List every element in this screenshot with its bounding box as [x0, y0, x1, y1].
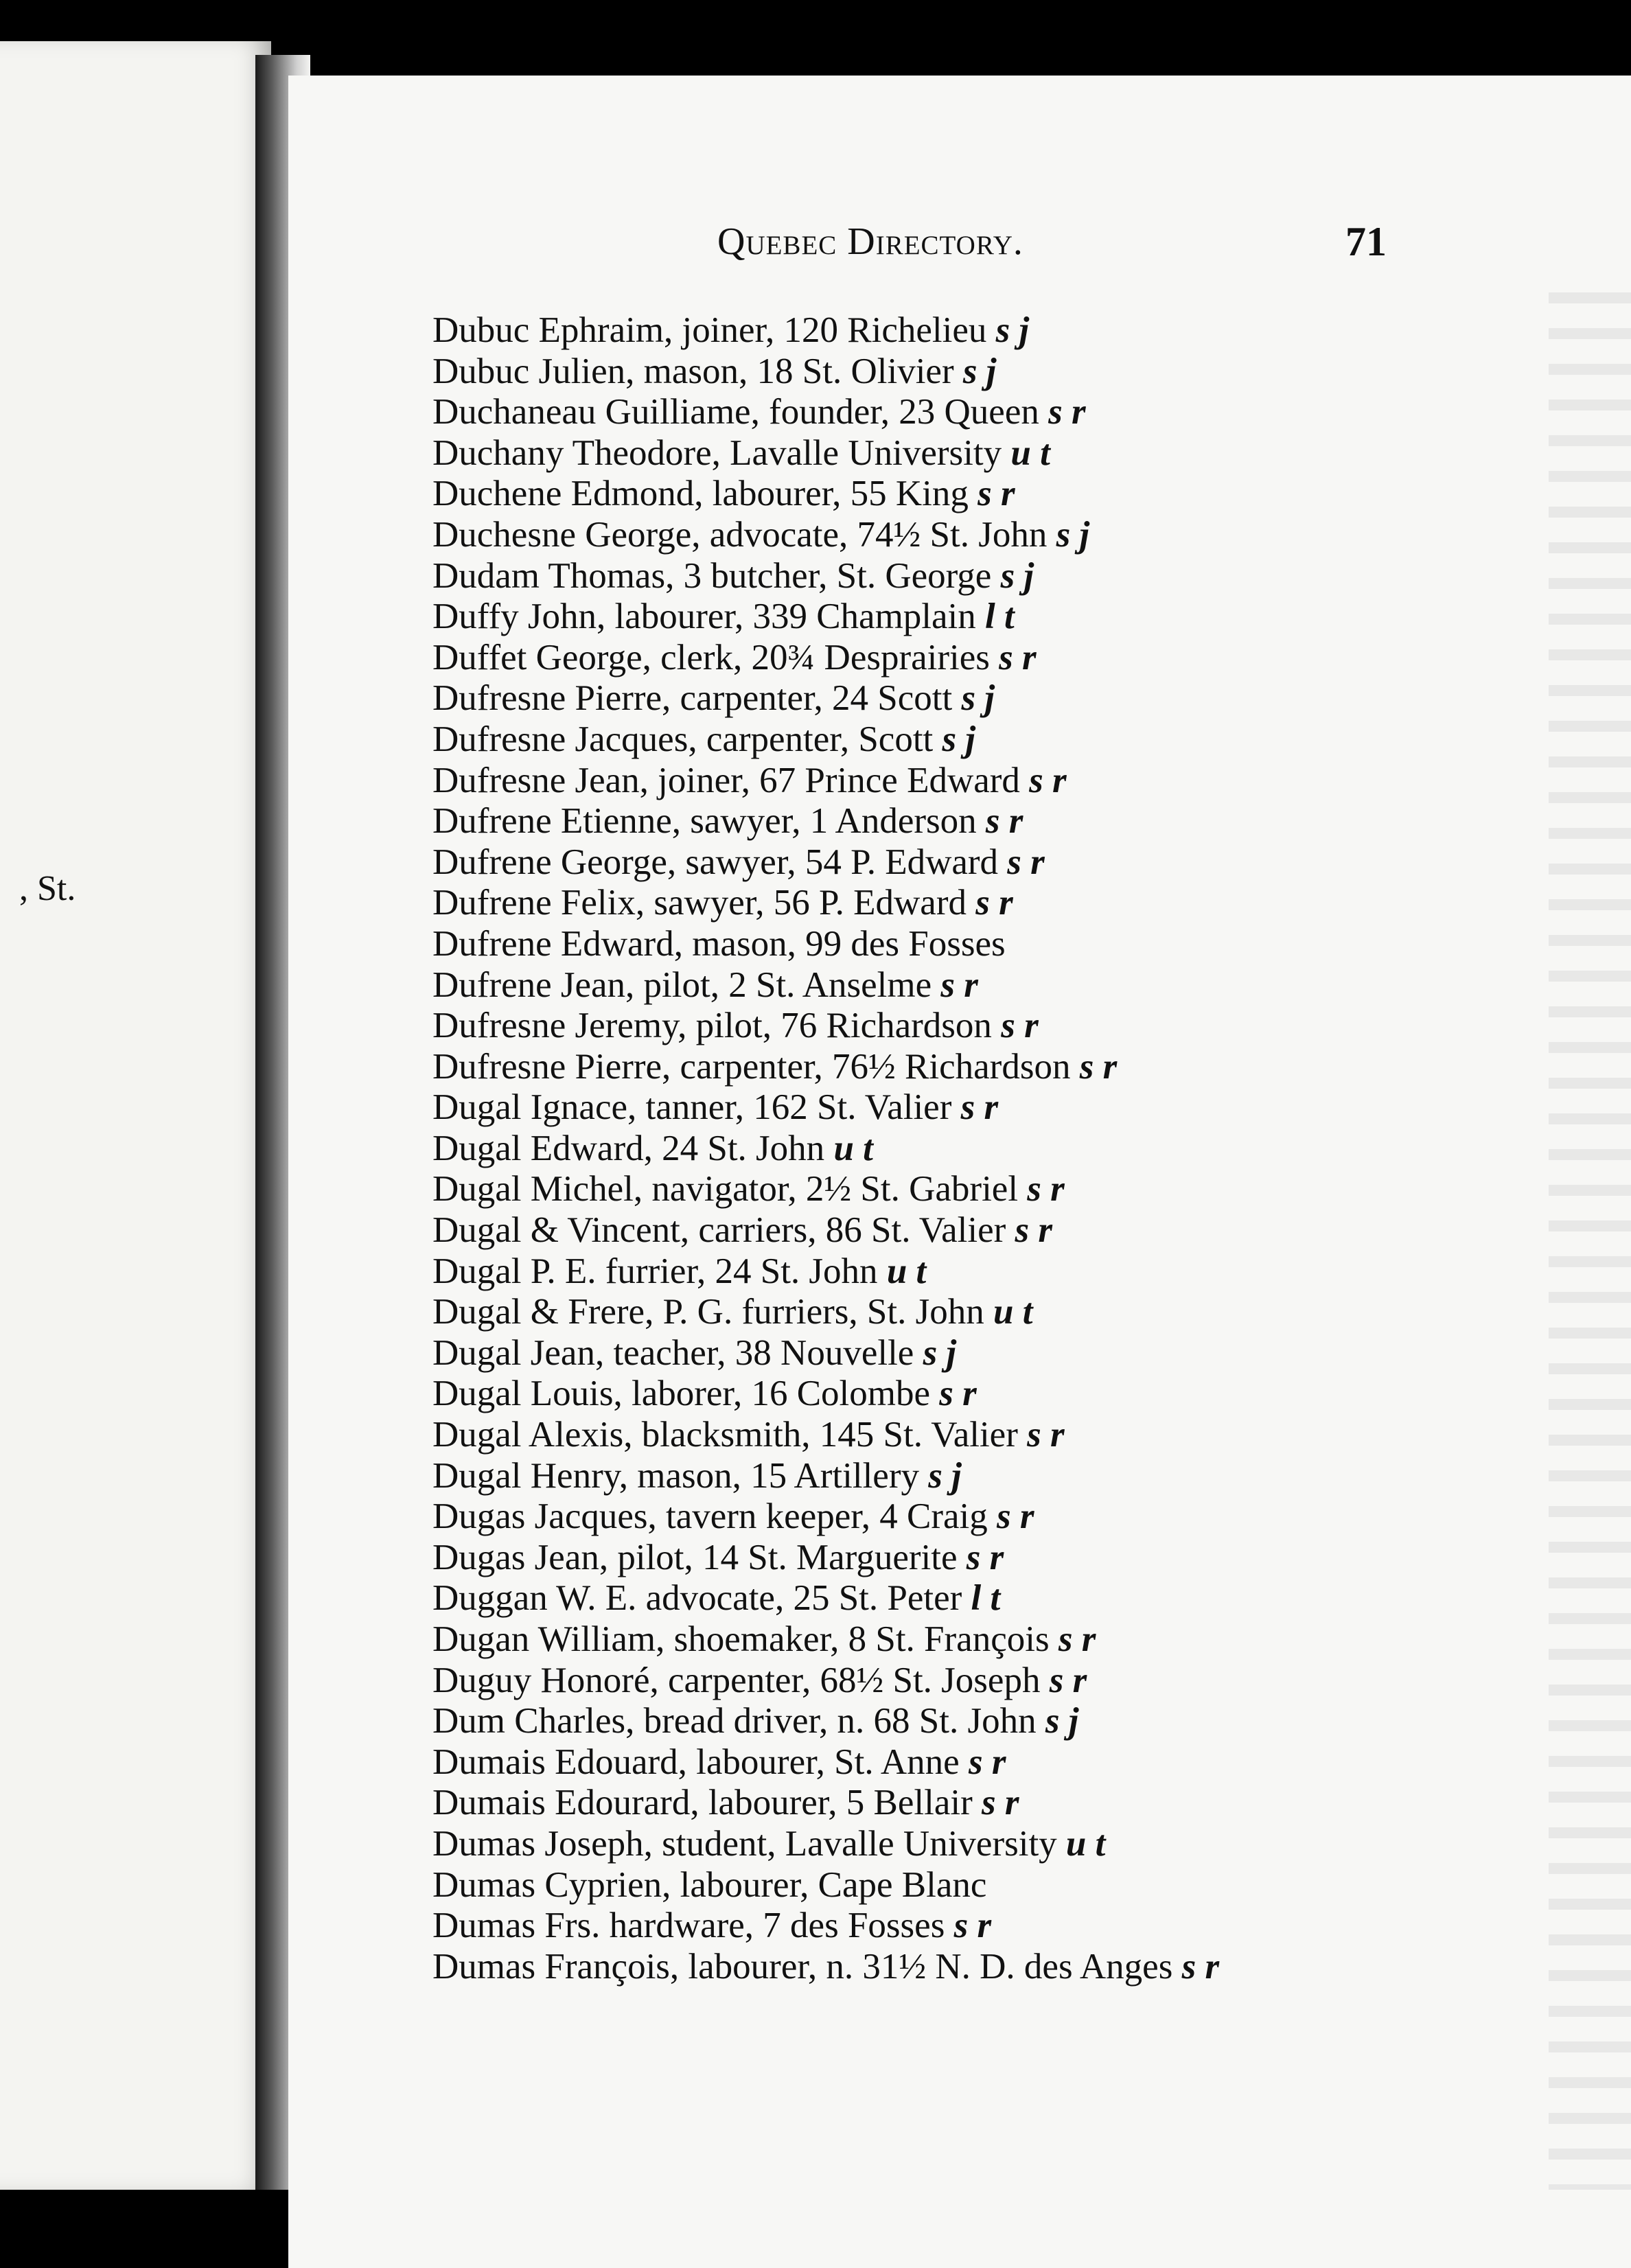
- directory-entry: [432, 1374, 1219, 1415]
- directory-entry: [432, 924, 1219, 965]
- entry-text: Dufresne Jeremy, pilot, 76 Richardson: [432, 1006, 992, 1046]
- entry-text: Dugal Ignace, tanner, 162 St. Valier: [432, 1087, 952, 1128]
- entry-ward-code: s r: [1015, 1210, 1053, 1251]
- entry-ward-code: s r: [999, 637, 1037, 678]
- directory-entry: [432, 1415, 1219, 1456]
- directory-entry: [432, 1701, 1219, 1742]
- directory-entry: [432, 1129, 1219, 1170]
- entry-ward-code: s j: [942, 719, 976, 759]
- entry-ward-code: u t: [833, 1128, 873, 1168]
- entry-text: Dufrene Edward, mason, 99 des Fosses: [432, 923, 1006, 964]
- directory-entry: [432, 1006, 1219, 1047]
- entry-ward-code: s r: [1181, 1946, 1220, 1987]
- entry-ward-code: s r: [975, 883, 1013, 923]
- entry-text: Dugas Jean, pilot, 14 St. Marguerite: [432, 1537, 958, 1577]
- entry-text: Duchany Theodore, Lavalle University: [432, 432, 1002, 473]
- directory-entry: [432, 433, 1219, 474]
- directory-entry: [432, 1456, 1219, 1497]
- entry-text: Dufrene George, sawyer, 54 P. Edward: [432, 842, 999, 882]
- entry-text: Dugal P. E. furrier, 24 St. John: [432, 1251, 878, 1291]
- entry-ward-code: s r: [940, 964, 978, 1005]
- entry-text: Dufresne Pierre, carpenter, 24 Scott: [432, 678, 953, 719]
- directory-entry: [432, 1865, 1219, 1906]
- entry-text: Duffet George, clerk, 20¾ Desprairies: [432, 637, 990, 678]
- entry-ward-code: s j: [928, 1455, 962, 1496]
- directory-entry: [432, 1906, 1219, 1947]
- directory-entry: [432, 1087, 1219, 1129]
- entry-ward-code: u t: [1065, 1823, 1106, 1864]
- entry-ward-code: s r: [978, 474, 1015, 514]
- entry-ward-code: s r: [1058, 1619, 1096, 1659]
- entry-ward-code: s r: [1027, 1169, 1065, 1210]
- entry-text: Dubuc Julien, mason, 18 St. Olivier: [432, 351, 954, 391]
- directory-entry: [432, 965, 1219, 1006]
- entry-text: Dufrene Etienne, sawyer, 1 Anderson: [432, 801, 977, 842]
- entry-text: Dugal Henry, mason, 15 Artillery: [432, 1455, 919, 1496]
- entry-text: Dugal & Frere, P. G. furriers, St. John: [432, 1292, 984, 1332]
- entry-ward-code: l t: [985, 597, 1015, 637]
- entry-text: Dugal Michel, navigator, 2½ St. Gabriel: [432, 1169, 1019, 1210]
- directory-entry: [432, 801, 1219, 842]
- entry-text: Duchesne George, advocate, 74½ St. John: [432, 514, 1048, 555]
- entry-text: Dugal & Vincent, carriers, 86 St. Valier: [432, 1210, 1006, 1251]
- entry-text: Dumais Edourard, labourer, 5 Bellair: [432, 1783, 973, 1823]
- entry-ward-code: s r: [1027, 1415, 1065, 1455]
- left-page-text-fragment: , St.: [19, 869, 76, 908]
- entry-ward-code: s j: [962, 351, 997, 391]
- directory-entry: [432, 556, 1219, 597]
- entry-text: Dugal Jean, teacher, 38 Nouvelle: [432, 1332, 914, 1373]
- entry-text: Dufrene Jean, pilot, 2 St. Anselme: [432, 964, 932, 1005]
- directory-entry: [432, 351, 1219, 393]
- entry-ward-code: s j: [923, 1332, 957, 1373]
- directory-entry: [432, 1251, 1219, 1293]
- directory-entry: [432, 1742, 1219, 1783]
- entry-text: Dumas François, labourer, n. 31½ N. D. des Anges: [432, 1946, 1173, 1987]
- directory-entry: [432, 719, 1219, 761]
- entry-ward-code: s r: [1029, 760, 1067, 800]
- entry-text: Dufresne Jacques, carpenter, Scott: [432, 719, 934, 759]
- directory-entry: [432, 638, 1219, 679]
- entry-ward-code: s r: [966, 1537, 1004, 1577]
- entry-ward-code: s j: [961, 678, 995, 719]
- page-number: 71: [1345, 219, 1387, 264]
- entry-text: Duguy Honoré, carpenter, 68½ St. Joseph: [432, 1660, 1041, 1700]
- directory-entry: [432, 1210, 1219, 1251]
- entry-ward-code: s j: [1000, 555, 1034, 596]
- entry-ward-code: s r: [1049, 1660, 1087, 1700]
- entry-ward-code: u t: [993, 1292, 1033, 1332]
- directory-entry: [432, 1783, 1219, 1824]
- directory-entry: [432, 1660, 1219, 1702]
- entry-text: Dugal Edward, 24 St. John: [432, 1128, 825, 1168]
- entry-text: Dugal Louis, laborer, 16 Colombe: [432, 1374, 931, 1414]
- entry-ward-code: s r: [997, 1496, 1034, 1537]
- entry-ward-code: s r: [1007, 842, 1045, 882]
- entry-ward-code: s r: [953, 1906, 992, 1946]
- entry-text: Duchene Edmond, labourer, 55 King: [432, 474, 969, 514]
- entry-text: Dumas Frs. hardware, 7 des Fosses: [432, 1906, 945, 1946]
- directory-entry: [432, 515, 1219, 556]
- entry-text: Dufrene Felix, sawyer, 56 P. Edward: [432, 883, 967, 923]
- entry-ward-code: s r: [1001, 1006, 1039, 1046]
- entry-text: Dubuc Ephraim, joiner, 120 Richelieu: [432, 310, 987, 350]
- entry-text: Dumas Cyprien, labourer, Cape Blanc: [432, 1864, 987, 1905]
- directory-entry: [432, 474, 1219, 515]
- running-head: [717, 220, 1023, 264]
- entry-ward-code: u t: [886, 1251, 927, 1291]
- entry-text: Dugan William, shoemaker, 8 St. François: [432, 1619, 1050, 1659]
- entry-ward-code: s r: [939, 1374, 977, 1414]
- directory-entry: [432, 597, 1219, 638]
- entry-text: Dudam Thomas, 3 butcher, St. George: [432, 555, 992, 596]
- entry-ward-code: l t: [971, 1578, 1001, 1619]
- directory-entry: [432, 1333, 1219, 1374]
- directory-entry: [432, 883, 1219, 924]
- directory-entries: [432, 310, 1219, 1987]
- entry-text: Dum Charles, bread driver, n. 68 St. John: [432, 1701, 1037, 1741]
- entry-ward-code: s j: [1045, 1701, 1079, 1741]
- entry-text: Dumas Joseph, student, Lavalle University: [432, 1823, 1057, 1864]
- entry-ward-code: s r: [968, 1741, 1006, 1782]
- entry-text: Duffy John, labourer, 339 Champlain: [432, 597, 976, 637]
- directory-entry: [432, 1947, 1219, 1988]
- entry-text: Duggan W. E. advocate, 25 St. Peter: [432, 1578, 962, 1619]
- directory-entry: [432, 1292, 1219, 1333]
- directory-entry: [432, 1047, 1219, 1088]
- directory-entry: [432, 1578, 1219, 1619]
- directory-entry: [432, 310, 1219, 351]
- directory-entry: [432, 1824, 1219, 1865]
- directory-entry: [432, 392, 1219, 433]
- running-head-title: Quebec Directory.: [717, 220, 1023, 263]
- bleed-through-text: [1549, 268, 1631, 2190]
- entry-text: Dugas Jacques, tavern keeper, 4 Craig: [432, 1496, 988, 1537]
- entry-text: Dumais Edouard, labourer, St. Anne: [432, 1741, 960, 1782]
- entry-text: Dufresne Pierre, carpenter, 76½ Richardson: [432, 1046, 1071, 1087]
- entry-ward-code: s r: [1079, 1046, 1118, 1087]
- entry-ward-code: u t: [1010, 432, 1050, 473]
- entry-ward-code: s r: [985, 801, 1023, 842]
- entry-ward-code: s j: [995, 310, 1030, 350]
- entry-ward-code: s r: [1048, 392, 1086, 432]
- directory-entry: [432, 1538, 1219, 1579]
- directory-entry: [432, 761, 1219, 802]
- directory-entry: [432, 842, 1219, 883]
- entry-text: Dugal Alexis, blacksmith, 145 St. Valier: [432, 1415, 1018, 1455]
- entry-ward-code: s r: [960, 1087, 999, 1128]
- directory-entry: [432, 1496, 1219, 1538]
- directory-entry: [432, 1619, 1219, 1660]
- left-page: [0, 41, 271, 2190]
- entry-ward-code: s r: [982, 1783, 1019, 1823]
- entry-ward-code: s j: [1056, 514, 1090, 555]
- directory-entry: [432, 1169, 1219, 1210]
- entry-text: Duchaneau Guilliame, founder, 23 Queen: [432, 392, 1039, 432]
- directory-entry: [432, 678, 1219, 719]
- entry-text: Dufresne Jean, joiner, 67 Prince Edward: [432, 760, 1020, 800]
